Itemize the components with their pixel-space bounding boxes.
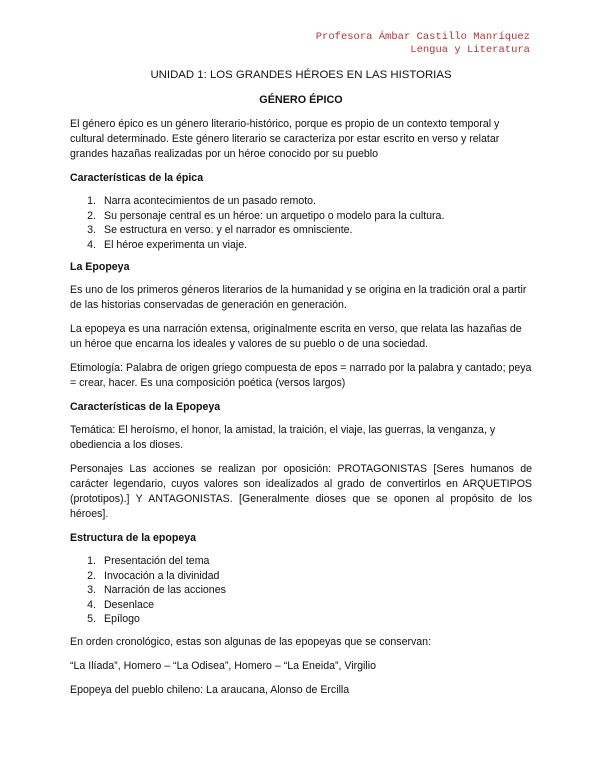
list-item-number: 5. <box>87 613 96 625</box>
list-item <box>70 209 532 224</box>
epopeya-characters-paragraph: Personajes Las acciones se realizan por oposición: PROTAGONISTAS [Seres humanos de carácter legendario, cuyos valores son idealizados al grado de convertirlos en ARQUETIPOS (prototipos).] Y ANTAGONISTAS. [Generalmente dioses que se oponen al propósito de los héroes]. <box>70 463 532 520</box>
list-item-text: Se estructura en verso. y el narrador es omnisciente. <box>104 224 353 236</box>
unit-title: UNIDAD 1: LOS GRANDES HÉROES EN LAS HISTORIAS <box>150 69 452 81</box>
epics-list-paragraph: “La Ilíada”, Homero – “La Odisea”, Homero – “La Eneida”, Virgilio <box>70 659 376 672</box>
list-item <box>70 583 532 598</box>
list-item-text: Epílogo <box>104 613 140 625</box>
list-item-text: Invocación a la divinidad <box>104 569 220 582</box>
list-item <box>70 238 532 253</box>
list-item-text: El héroe experimenta un viaje. <box>104 238 248 251</box>
epopeya-paragraph-etymology: Etimología: Palabra de origen griego compuesta de epos = narrado por la palabra y cantado; peya = crear, hacer. Es una composición poética (versos largos) <box>70 362 532 389</box>
intro-paragraph: El género épico es un género literario-histórico, porque es propio de un contexto temporal y cultural determinado. Este género literario se caracteriza por estar escrito en verso y relatar grandes hazañas realizadas por un héroe conocido por su pueblo <box>70 118 500 160</box>
list-item-number: 4. <box>87 598 96 611</box>
list-item-number: 3. <box>87 224 96 236</box>
epopeya-theme-paragraph: Temática: El heroísmo, el honor, la amistad, la traición, el viaje, las guerras, la venganza, y obediencia a los dioses. <box>70 424 496 451</box>
epic-features-heading: Características de la épica <box>70 172 204 184</box>
page-header <box>316 31 530 56</box>
list-item <box>70 223 532 238</box>
epopeya-paragraph-definition: La epopeya es una narración extensa, originalmente escrita en verso, que relata las hazañas de un héroe que encarna los ideales y valores de su pueblo o de una sociedad. <box>70 323 522 350</box>
structure-list <box>70 554 532 627</box>
list-item-text: Presentación del tema <box>104 555 210 567</box>
epopeya-heading: La Epopeya <box>70 261 130 273</box>
list-item-text: Su personaje central es un héroe: un arquetipo o modelo para la cultura. <box>104 209 445 222</box>
genre-title: GÉNERO ÉPICO <box>259 94 343 106</box>
list-item-text: Narra acontecimientos de un pasado remoto. <box>104 195 316 207</box>
epopeya-features-heading: Características de la Epopeya <box>70 401 221 413</box>
list-item <box>70 569 532 584</box>
list-item-number: 1. <box>87 555 96 567</box>
epic-features-list <box>70 194 532 252</box>
document-body <box>70 68 532 707</box>
list-item <box>70 612 532 627</box>
chile-epic-paragraph: Epopeya del pueblo chileno: La araucana, Alonso de Ercilla <box>70 683 350 696</box>
list-item <box>70 554 532 569</box>
list-item-number: 3. <box>87 584 96 596</box>
list-item <box>70 194 532 209</box>
structure-heading: Estructura de la epopeya <box>70 532 196 544</box>
chronology-intro-paragraph: En orden cronológico, estas son algunas de las epopeyas que se conservan: <box>70 635 432 648</box>
subject-name: Lengua y Literatura <box>410 43 530 56</box>
list-item-number: 2. <box>87 209 96 222</box>
epopeya-paragraph-origin: Es uno de los primeros géneros literarios de la humanidad y se origina en la tradición oral a partir de las historias conservadas de generación en generación. <box>70 284 527 311</box>
list-item-number: 4. <box>87 238 96 251</box>
list-item-text: Narración de las acciones <box>104 584 226 596</box>
list-item-number: 2. <box>87 569 96 582</box>
teacher-name: Profesora Ámbar Castillo Manríquez <box>315 31 530 43</box>
list-item <box>70 598 532 613</box>
list-item-number: 1. <box>87 195 96 207</box>
list-item-text: Desenlace <box>104 598 155 611</box>
